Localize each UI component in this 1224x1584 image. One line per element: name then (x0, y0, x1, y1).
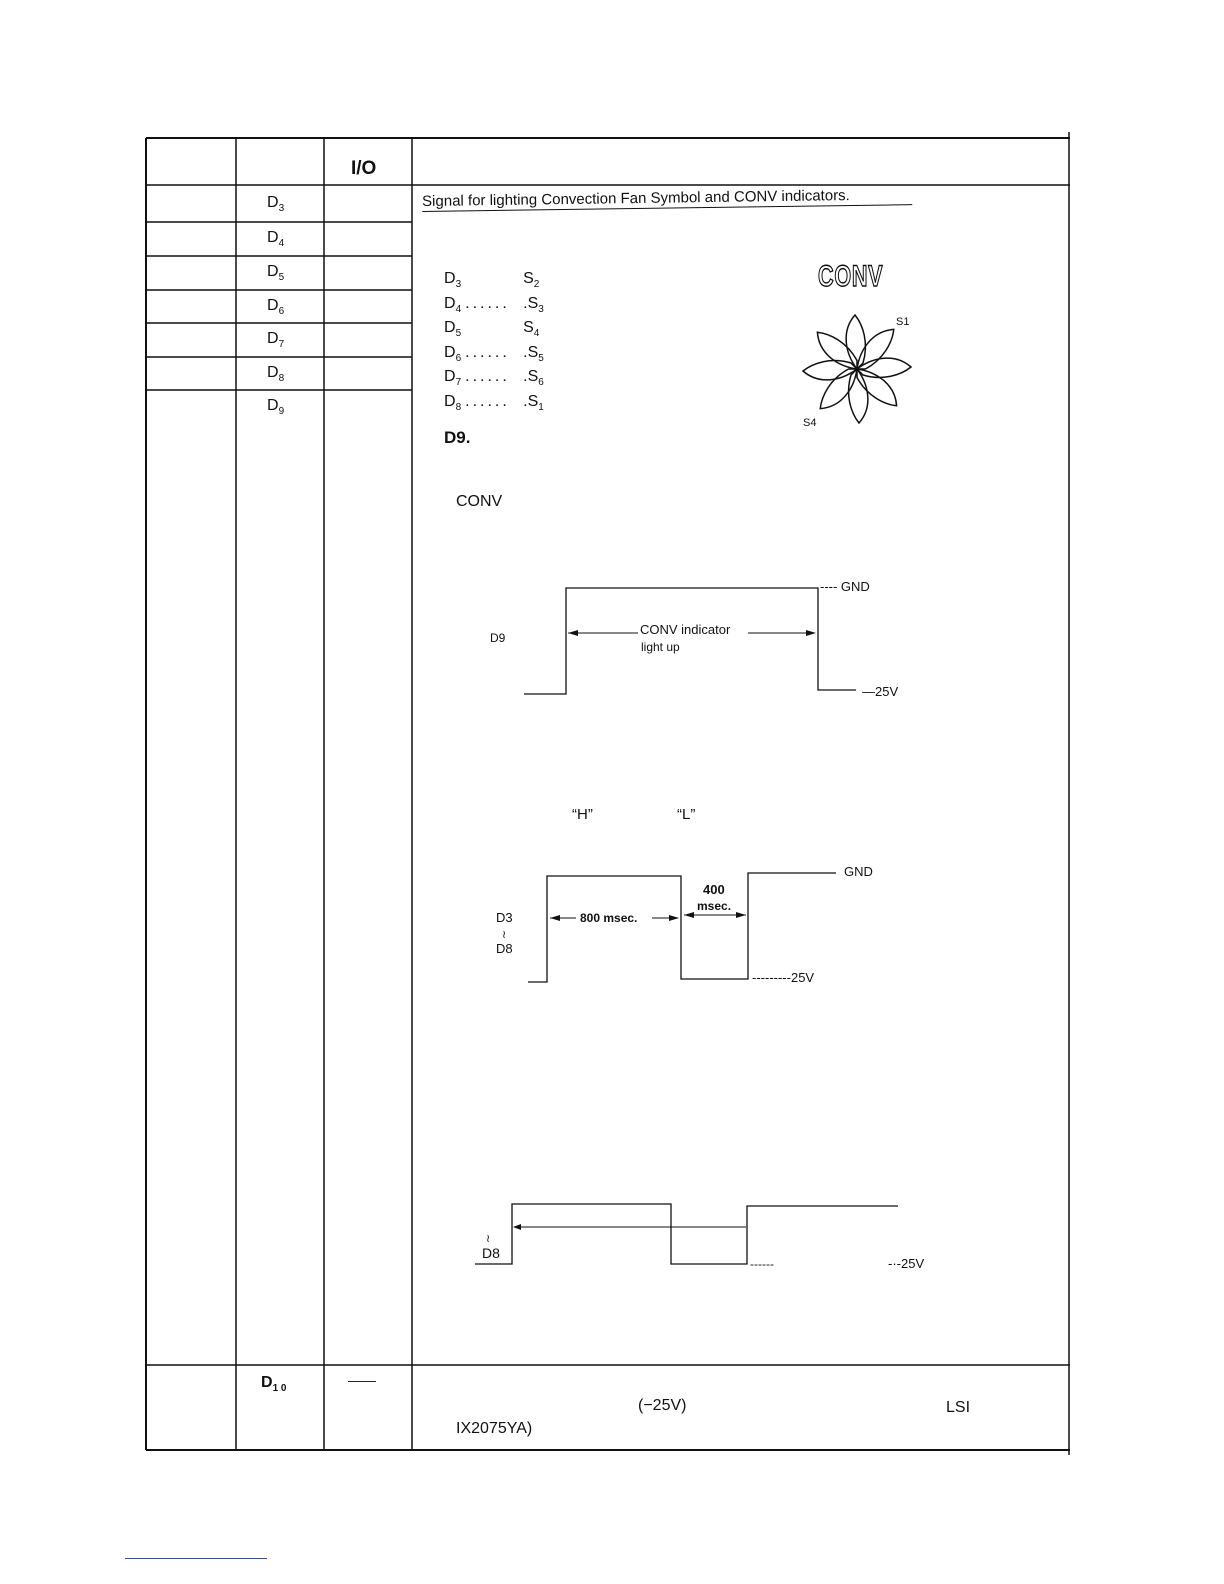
description-heading: Signal for lighting Convection Fan Symbol and CONV indicators. (422, 186, 912, 212)
footer-rule (125, 1558, 267, 1559)
waveform3-tilde: ≀ (486, 1233, 491, 1245)
waveform2-neg: ---------25V (752, 970, 815, 985)
waveform3-signal-bottom: D8 (482, 1245, 500, 1261)
d10-voltage: (−25V) (638, 1397, 687, 1414)
conv-indicator-logo: CONV (818, 260, 884, 293)
waveform1-annotation-2: light up (641, 640, 680, 654)
waveform2-low-time-2: msec. (697, 899, 732, 913)
waveform2-gnd: GND (844, 864, 873, 879)
waveform1-gnd: ---- GND (820, 579, 870, 594)
conv-label: CONV (456, 493, 503, 510)
mapping-row: $D_6$ ...... $.S_5$ (444, 343, 544, 364)
pin-d9: $D_9$ (267, 397, 285, 417)
pin-d3: $D_3$ (267, 194, 285, 214)
mapping-row: $D_5$ $S_4$ (444, 319, 540, 339)
waveform2-high-time: 800 msec. (580, 911, 638, 925)
mapping-row: $D_3$ $S_2$ (444, 270, 540, 290)
waveform1-annotation: CONV indicator (640, 622, 731, 637)
waveform3-neg: -·-25V (888, 1256, 925, 1271)
waveform2-signal-bottom: D8 (496, 941, 513, 956)
pin-d4: $D_4$ (267, 229, 285, 249)
header-io: I/O (351, 158, 377, 179)
io-d10: —— (348, 1372, 376, 1388)
waveform2-tilde: ≀ (502, 929, 507, 941)
mapping-row: $D_7$ ...... $.S_6$ (444, 368, 544, 388)
waveform1-neg: —25V (862, 684, 899, 699)
d9-label: D9. (444, 428, 471, 447)
mapping-row: $D_8$ ...... $.S_1$ (444, 392, 544, 413)
waveform1-signal: D9 (490, 631, 506, 645)
d10-part: IX2075YA) (456, 1420, 533, 1437)
fan-label-s1: S1 (896, 316, 910, 328)
d10-lsi: LSI (946, 1399, 971, 1416)
pin-d6: $D_6$ (267, 297, 285, 317)
pin-d10: $D_{1 0}$ (261, 1374, 287, 1394)
waveform3-dash: ------ (750, 1257, 774, 1271)
l-label: “L” (677, 806, 696, 823)
h-label: “H” (572, 806, 593, 823)
fan-label-s4: S4 (803, 417, 817, 429)
pin-d5: $D_5$ (267, 263, 285, 283)
waveform2-signal-top: D3 (496, 910, 513, 925)
waveform2-low-time-1: 400 (703, 882, 725, 897)
pin-d7: $D_7$ (267, 330, 285, 350)
pin-d8: $D_8$ (267, 364, 285, 384)
mapping-row: $D_4$ ...... $.S_3$ (444, 294, 544, 315)
